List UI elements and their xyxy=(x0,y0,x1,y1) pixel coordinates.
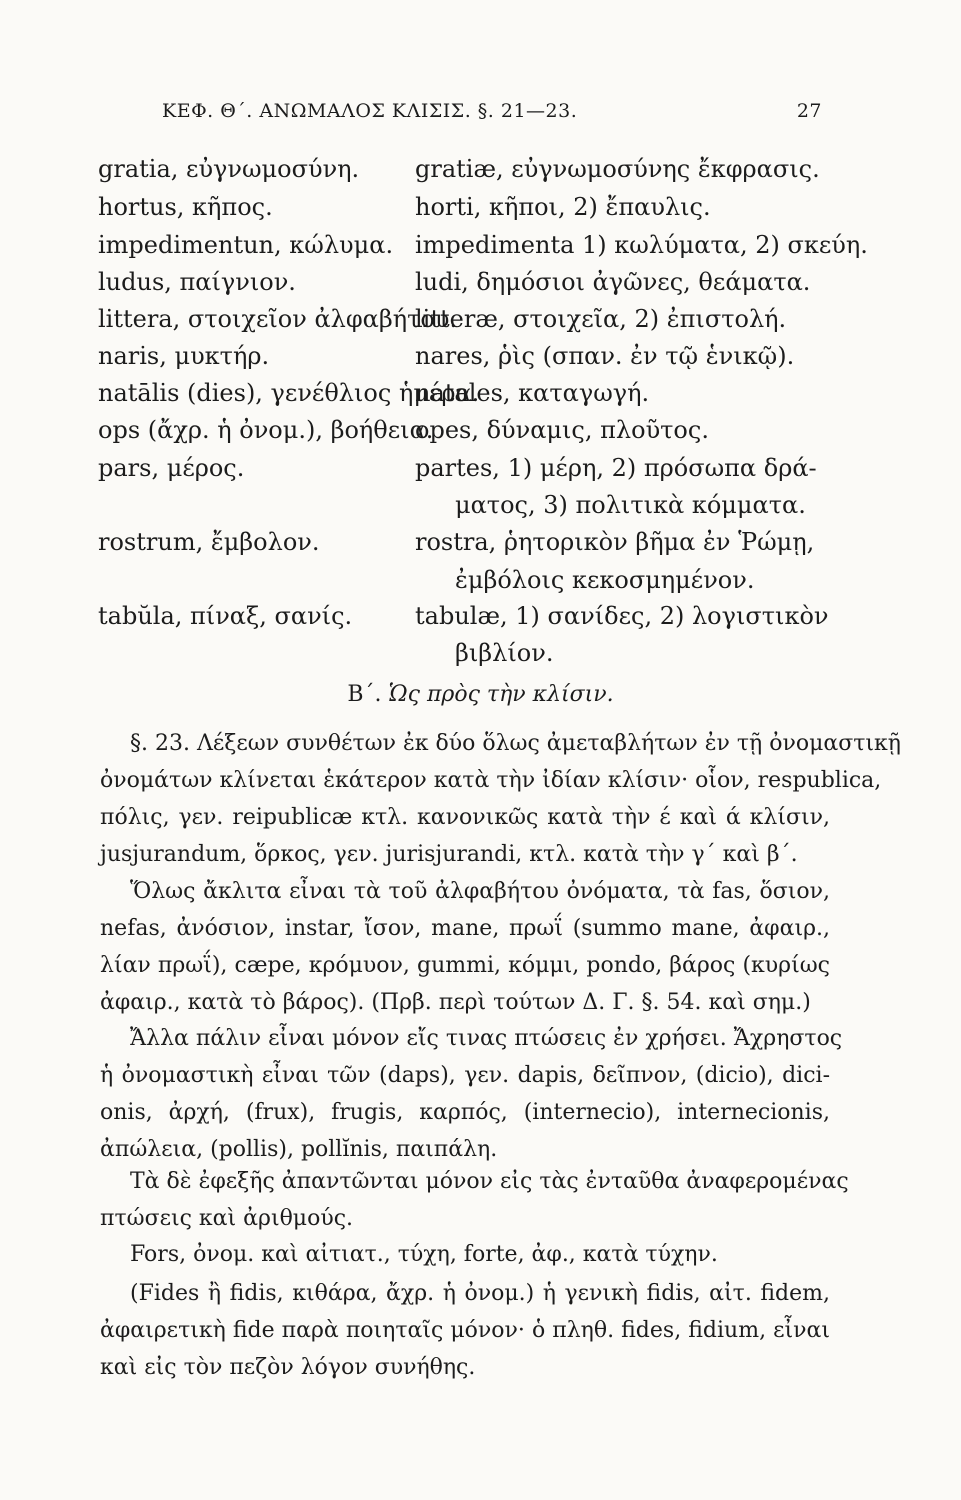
plural-form: natales, καταγωγή. xyxy=(415,379,650,407)
singular-form: gratia, εὐγνωμοσύνη. xyxy=(98,155,360,183)
plural-form: tabulæ, 1) σανίδες, 2) λογιστικὸν xyxy=(415,602,829,630)
plural-form: gratiæ, εὐγνωμοσύνης ἔκφρασις. xyxy=(415,155,820,183)
text-line: §. 23. Λέξεων συνθέτων ἐκ δύο ὅλως ἀμεταβλήτων ἐν τῇ ὀνομαστικῇ xyxy=(130,731,901,756)
paragraph-fors xyxy=(100,1236,830,1273)
text-line: ἀπώλεια, (pollis), pollĭnis, παιπάλη. xyxy=(100,1137,498,1162)
singular-form: ludus, παίγνιον. xyxy=(98,268,296,296)
plural-form: litteræ, στοιχεῖα, 2) ἐπιστολή. xyxy=(415,305,787,333)
section-heading xyxy=(0,682,961,707)
text-line: ἡ ὀνομαστικὴ εἶναι τῶν (daps), γεν. dapis, δεῖπνον, (dicio), dici- xyxy=(100,1063,830,1088)
text-line: (Fides ἢ fidis, κιθάρα, ἄχρ. ἡ ὀνομ.) ἡ γενικὴ fidis, αἰτ. fidem, xyxy=(130,1281,830,1306)
section-title: Ὡς πρὸς τὴν κλίσιν. xyxy=(388,682,614,707)
plural-form: opes, δύναμις, πλοῦτος. xyxy=(415,416,709,444)
text-line: λίαν πρωΐ), cæpe, κρόμυον, gummi, κόμμι, pondo, βάρος (κυρίως xyxy=(100,953,830,978)
paragraph-defective xyxy=(100,1020,843,1168)
text-line: πόλις, γεν. reipublicæ κτλ. κανονικῶς κατὰ τὴν έ καὶ ά κλίσιν, xyxy=(100,805,830,830)
text-line: Ὅλως ἄκλιτα εἶναι τὰ τοῦ ἀλφαβήτου ὀνόματα, τὰ fas, ὅσιον, xyxy=(130,879,830,904)
text-line: ἀφαιρετικὴ fide παρὰ ποιηταῖς μόνον· ὁ πληθ. fides, fidium, εἶναι xyxy=(100,1318,830,1343)
singular-form: hortus, κῆπος. xyxy=(98,193,273,221)
singular-form: naris, μυκτήρ. xyxy=(98,342,270,370)
singular-form: rostrum, ἔμβολον. xyxy=(98,528,320,556)
plural-continuation: ἐμβόλοις κεκοσμημένον. xyxy=(455,566,755,594)
plural-form: horti, κῆποι, 2) ἔπαυλις. xyxy=(415,193,711,221)
paragraph-23 xyxy=(100,725,901,873)
singular-form: pars, μέρος. xyxy=(98,454,245,482)
plural-continuation: ματος, 3) πολιτικὰ κόμματα. xyxy=(455,491,806,519)
singular-form: impedimentun, κώλυμα. xyxy=(98,231,394,259)
plural-form: rostra, ῥητορικὸν βῆμα ἐν Ῥώμῃ, xyxy=(415,528,815,556)
singular-form: ops (ἄχρ. ἡ ὀνομ.), βοήθεια. xyxy=(98,416,434,444)
paragraph-indeclinable xyxy=(100,873,830,1021)
singular-form: tabŭla, πίναξ, σανίς. xyxy=(98,602,353,630)
singular-form: natālis (dies), γενέθλιος ἡμέρα. xyxy=(98,379,480,407)
plural-form: nares, ῥὶς (σπαν. ἐν τῷ ἑνικῷ). xyxy=(415,342,795,370)
plural-form: ludi, δημόσιοι ἀγῶνες, θεάματα. xyxy=(415,268,811,296)
text-line: onis, ἀρχή, (frux), frugis, καρπός, (internecio), internecionis, xyxy=(100,1100,830,1125)
plural-form: impedimenta 1) κωλύματα, 2) σκεύη. xyxy=(415,231,868,259)
text-line: Fors, ὀνομ. καὶ αἰτιατ., τύχη, forte, ἀφ., κατὰ τύχην. xyxy=(130,1242,718,1267)
text-line: Ἄλλα πάλιν εἶναι μόνον εἴς τινας πτώσεις ἐν χρήσει. Ἄχρηστος xyxy=(130,1026,843,1051)
chapter-title: ΚΕΦ. Θ΄. ΑΝΩΜΑΛΟΣ ΚΛΙΣΙΣ. §. 21—23. xyxy=(162,100,578,122)
paragraph-fides xyxy=(100,1275,830,1386)
page-number: 27 xyxy=(796,100,822,122)
paragraph-following xyxy=(100,1163,849,1237)
text-line: Τὰ δὲ ἐφεξῆς ἀπαντῶνται μόνον εἰς τὰς ἐνταῦθα ἀναφερομένας xyxy=(130,1169,849,1194)
text-line: ἀφαιρ., κατὰ τὸ βάρος). (Πρβ. περὶ τούτων Δ. Γ. §. 54. καὶ σημ.) xyxy=(100,990,811,1015)
plural-form: partes, 1) μέρη, 2) πρόσωπα δρά- xyxy=(415,454,817,482)
text-line: nefas, ἀνόσιον, instar, ἴσον, mane, πρωΐ (summo mane, ἀφαιρ., xyxy=(100,916,830,941)
text-line: jusjurandum, ὅρκος, γεν. jurisjurandi, κτλ. κατὰ τὴν γ΄ καὶ β΄. xyxy=(100,842,798,867)
section-number: Β΄. xyxy=(347,682,382,707)
singular-form: littera, στοιχεῖον ἀλφαβήτου. xyxy=(98,305,458,333)
text-line: ὀνομάτων κλίνεται ἑκάτερον κατὰ τὴν ἰδίαν κλίσιν· οἷον, respublica, xyxy=(100,768,882,793)
text-line: πτώσεις καὶ ἀριθμούς. xyxy=(100,1206,354,1231)
plural-continuation: βιβλίον. xyxy=(455,639,554,667)
text-line: καὶ εἰς τὸν πεζὸν λόγον συνήθης. xyxy=(100,1355,476,1380)
